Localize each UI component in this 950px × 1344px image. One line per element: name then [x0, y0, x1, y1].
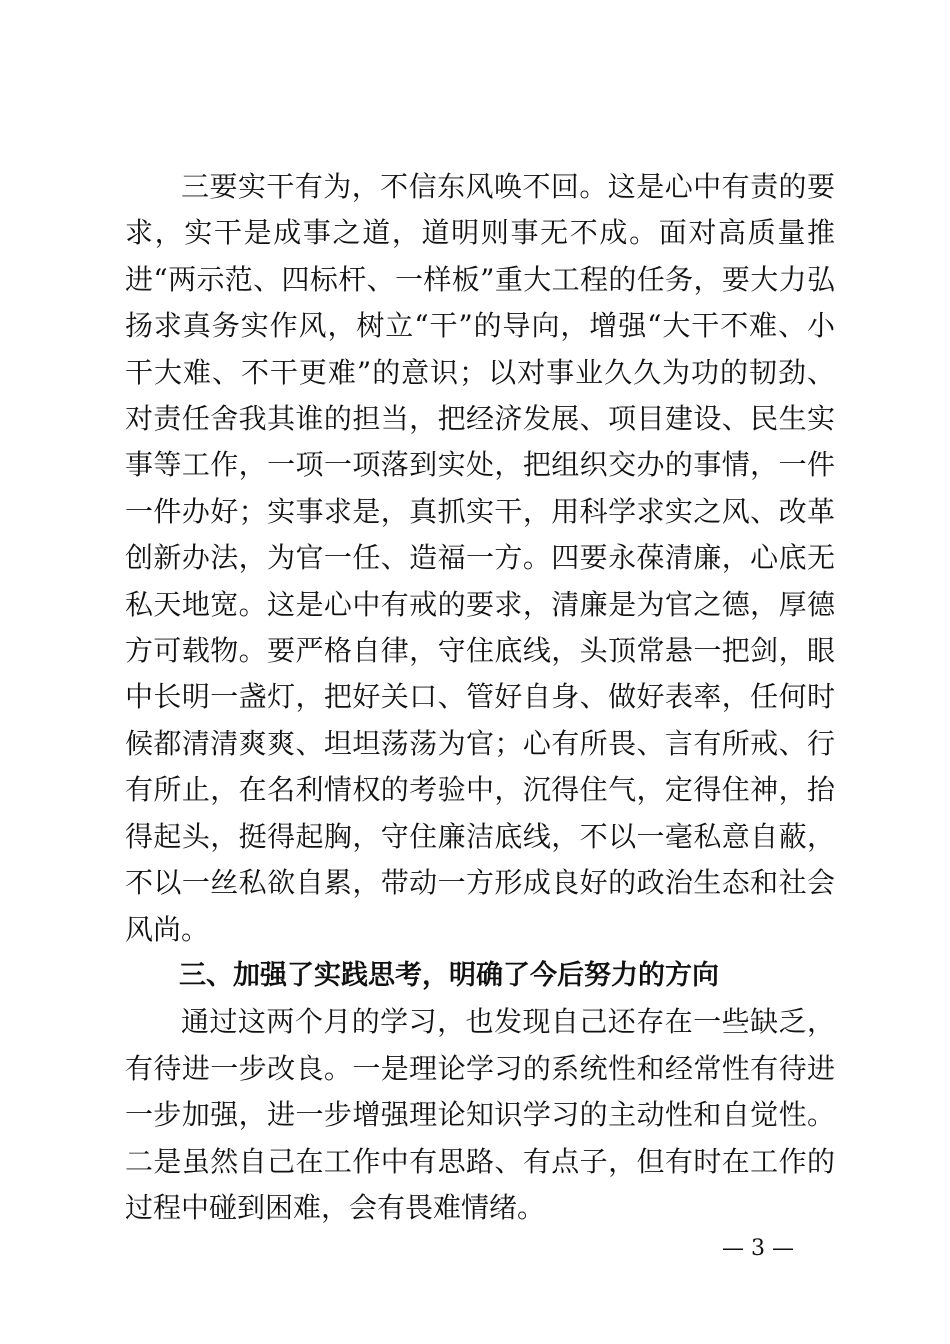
page-number: — 3 —	[722, 1236, 794, 1261]
paragraph-shigan-youwei: 三要实干有为，不信东风唤不回。这是心中有责的要求，实干是成事之道，道明则事无不成。面对高质量推进“两示范、四标杆、一样板”重大工程的任务，要大力弘扬求真务实作风，树立“干”的导向，增强“大干不难、小干大难、不干更难”的意识；以对事业久久为功的韧劲、对责任舍我其谁的担当，把经济发展、项目建设、民生实事等工作，一项一项落到实处，把组织交办的事情，一件一件办好；实事求是，真抓实干，用科学求实之风、改革创新办法，为官一任、造福一方。四要永葆清廉，心底无私天地宽。这是心中有戒的要求，清廉是为官之德，厚德方可载物。要严格自律，守住底线，头顶常悬一把剑，眼中长明一盏灯，把好关口、管好自身、做好表率，任何时候都清清爽爽、坦坦荡荡为官；心有所畏、言有所戒、行有所止，在名利情权的考验中，沉得住气，定得住神，抬得起头，挺得起胸，守住廉洁底线，不以一毫私意自蔽，不以一丝私欲自累，带动一方形成良好的政治生态和社会风尚。	[125, 170, 835, 946]
paragraph-shortcomings: 通过这两个月的学习，也发现自己还存在一些缺乏，有待进一步改良。一是理论学习的系统性和经常性有待进一步加强，进一步增强理论知识学习的主动性和自觉性。二是虽然自己在工作中有思路、有点子，但有时在工作的过程中碰到困难，会有畏难情绪。	[125, 1005, 835, 1224]
document-body	[125, 164, 835, 1231]
section-heading: 三、加强了实践思考，明确了今后努力的方向	[179, 959, 719, 991]
